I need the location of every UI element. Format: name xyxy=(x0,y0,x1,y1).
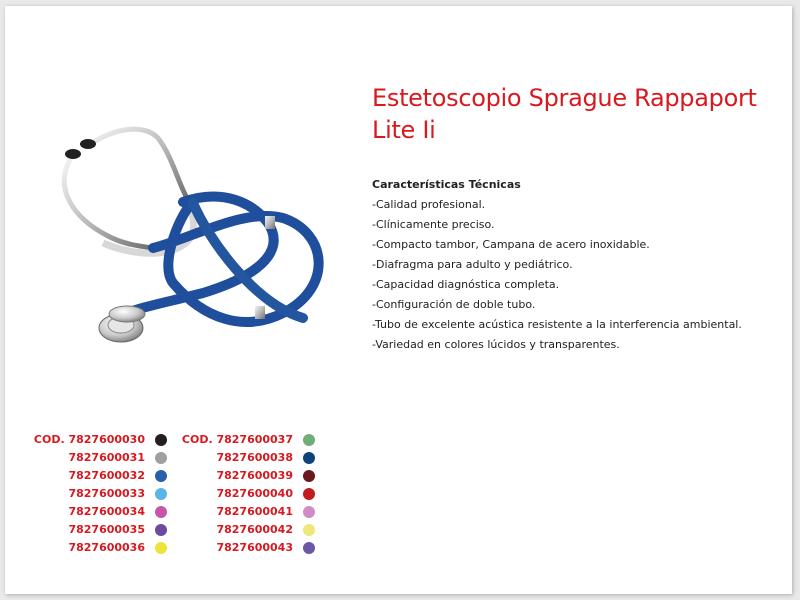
product-title: Estetoscopio Sprague Rappaport Lite Ii xyxy=(372,84,757,144)
spec-item: -Clínicamente preciso. xyxy=(372,218,495,231)
color-codes-right xyxy=(173,431,319,557)
color-code-row xyxy=(173,467,319,485)
color-swatch xyxy=(155,542,167,554)
color-swatch xyxy=(303,434,315,446)
spec-item: -Variedad en colores lúcidos y transparentes. xyxy=(372,338,620,351)
color-code-row xyxy=(25,449,171,467)
spec-item: -Capacidad diagnóstica completa. xyxy=(372,278,560,291)
color-swatch xyxy=(303,488,315,500)
color-code-row xyxy=(25,539,171,557)
color-code-row xyxy=(25,521,171,539)
color-codes-left xyxy=(25,431,171,557)
product-code: 7827600032 xyxy=(68,469,145,482)
color-code-row xyxy=(173,485,319,503)
color-swatch xyxy=(155,452,167,464)
technical-specs xyxy=(372,175,792,355)
spec-item: -Calidad profesional. xyxy=(372,198,486,211)
spec-item: -Diafragma para adulto y pediátrico. xyxy=(372,258,573,271)
color-code-row xyxy=(25,467,171,485)
color-code-row xyxy=(173,503,319,521)
color-swatch xyxy=(155,524,167,536)
color-swatch xyxy=(155,506,167,518)
color-swatch xyxy=(303,470,315,482)
product-code: 7827600033 xyxy=(68,487,145,500)
color-code-row xyxy=(173,521,319,539)
product-code: 7827600038 xyxy=(216,451,293,464)
color-code-row xyxy=(173,449,319,467)
product-code: 7827600042 xyxy=(216,523,293,536)
color-swatch xyxy=(155,434,167,446)
product-code: 7827600035 xyxy=(68,523,145,536)
color-swatch xyxy=(155,488,167,500)
product-code: COD. 7827600030 xyxy=(33,433,145,446)
product-code: 7827600040 xyxy=(216,487,293,500)
color-swatch xyxy=(155,470,167,482)
color-swatch xyxy=(303,452,315,464)
spec-item: -Tubo de excelente acústica resistente a la interferencia ambiental. xyxy=(372,318,742,331)
product-code: COD. 7827600037 xyxy=(181,433,293,446)
product-code: 7827600031 xyxy=(68,451,145,464)
color-swatch xyxy=(303,506,315,518)
product-code: 7827600034 xyxy=(68,505,145,518)
color-code-row xyxy=(173,431,319,449)
product-code: 7827600039 xyxy=(216,469,293,482)
stethoscope-icon xyxy=(43,118,333,358)
color-swatch xyxy=(303,524,315,536)
color-code-row xyxy=(25,431,171,449)
color-swatch xyxy=(303,542,315,554)
product-code: 7827600036 xyxy=(68,541,145,554)
specs-heading: Características Técnicas xyxy=(372,178,521,191)
stethoscope-image xyxy=(43,118,333,362)
product-code: 7827600041 xyxy=(216,505,293,518)
product-sheet xyxy=(5,6,792,594)
color-code-row xyxy=(173,539,319,557)
spec-item: -Compacto tambor, Campana de acero inoxidable. xyxy=(372,238,650,251)
color-code-row xyxy=(25,503,171,521)
spec-item: -Configuración de doble tubo. xyxy=(372,298,536,311)
color-code-row xyxy=(25,485,171,503)
product-code: 7827600043 xyxy=(216,541,293,554)
